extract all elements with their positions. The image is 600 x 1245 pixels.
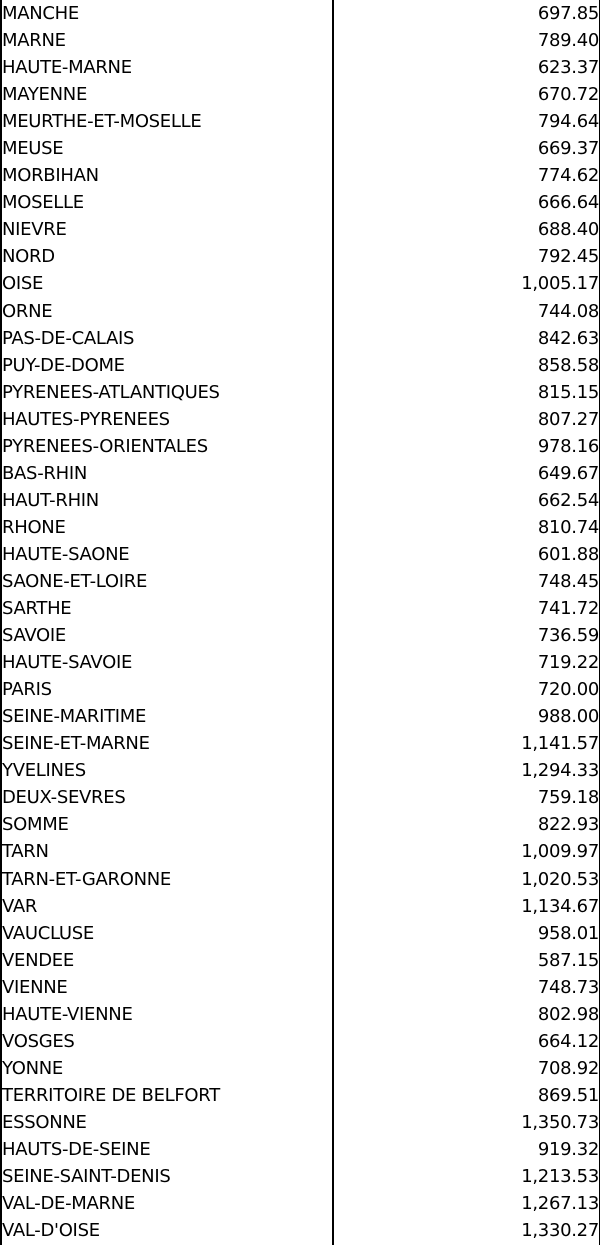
- table-row: [2, 379, 599, 406]
- value-cell[interactable]: 601.88: [537, 543, 599, 565]
- department-cell[interactable]: VAUCLUSE: [2, 922, 94, 944]
- department-cell[interactable]: MANCHE: [2, 3, 79, 25]
- table-row: [2, 649, 599, 676]
- value-cell[interactable]: 669.37: [537, 138, 599, 160]
- department-cell[interactable]: PAS-DE-CALAIS: [2, 327, 135, 349]
- value-cell[interactable]: 664.12: [537, 1030, 599, 1052]
- value-cell[interactable]: 810.74: [537, 516, 599, 538]
- table-row: [2, 1109, 599, 1136]
- department-cell[interactable]: PYRENEES-ORIENTALES: [2, 435, 208, 457]
- value-cell[interactable]: 1,267.13: [521, 1193, 599, 1215]
- department-cell[interactable]: PYRENEES-ATLANTIQUES: [2, 381, 220, 403]
- value-cell[interactable]: 792.45: [537, 246, 599, 268]
- table-row: [2, 622, 599, 649]
- table-row: [2, 568, 599, 595]
- value-cell[interactable]: 708.92: [537, 1057, 599, 1079]
- table-row: [2, 866, 599, 893]
- department-cell[interactable]: PARIS: [2, 679, 52, 701]
- value-cell[interactable]: 988.00: [537, 706, 599, 728]
- value-cell[interactable]: 587.15: [537, 949, 599, 971]
- department-cell[interactable]: TARN-ET-GARONNE: [2, 868, 171, 890]
- table-row: [2, 947, 599, 974]
- value-cell[interactable]: 919.32: [537, 1138, 599, 1160]
- value-cell[interactable]: 748.45: [537, 571, 599, 592]
- department-cell[interactable]: HAUTE-SAONE: [2, 543, 130, 565]
- department-cell[interactable]: TARN: [2, 841, 49, 863]
- department-cell[interactable]: ESSONNE: [2, 1111, 87, 1133]
- table-row: [2, 838, 599, 865]
- table-row: [2, 243, 599, 270]
- table-row: [2, 757, 599, 784]
- department-cell[interactable]: NORD: [2, 246, 55, 268]
- value-cell[interactable]: 748.73: [537, 976, 599, 998]
- value-cell[interactable]: 1,294.33: [521, 760, 599, 782]
- table-body: [2, 0, 599, 1244]
- value-cell[interactable]: 1,005.17: [521, 273, 599, 295]
- table-row: [2, 1001, 599, 1028]
- value-cell[interactable]: 858.58: [537, 354, 599, 376]
- value-cell[interactable]: 670.72: [537, 84, 599, 106]
- table-row: [2, 893, 599, 920]
- department-cell[interactable]: TERRITOIRE DE BELFORT: [2, 1084, 220, 1106]
- table-row: [2, 1136, 599, 1163]
- value-cell[interactable]: 978.16: [537, 435, 599, 457]
- value-cell[interactable]: 869.51: [537, 1084, 599, 1106]
- table-row: [2, 406, 599, 433]
- department-cell[interactable]: HAUTE-MARNE: [2, 57, 132, 79]
- department-cell[interactable]: HAUTS-DE-SEINE: [2, 1138, 151, 1160]
- table-row: [2, 216, 599, 243]
- table-row: [2, 135, 599, 162]
- value-cell[interactable]: 815.15: [537, 381, 599, 403]
- value-cell[interactable]: 1,020.53: [521, 868, 599, 890]
- value-cell[interactable]: 623.37: [537, 57, 599, 79]
- table-row: [2, 1055, 599, 1082]
- department-cell[interactable]: VAL-DE-MARNE: [2, 1193, 135, 1215]
- value-cell[interactable]: 649.67: [537, 462, 599, 484]
- table-row: [2, 974, 599, 1001]
- department-cell[interactable]: HAUTE-VIENNE: [2, 1003, 133, 1025]
- table-row: [2, 298, 599, 325]
- department-cell[interactable]: MARNE: [2, 30, 66, 52]
- department-cell[interactable]: YVELINES: [2, 760, 86, 782]
- value-cell[interactable]: 1,141.57: [521, 733, 599, 755]
- table-row: [2, 514, 599, 541]
- value-cell[interactable]: 666.64: [537, 192, 599, 214]
- department-cell[interactable]: SEINE-SAINT-DENIS: [2, 1166, 171, 1188]
- department-value-table: [2, 0, 599, 1244]
- table-row: [2, 352, 599, 379]
- department-cell[interactable]: HAUTES-PYRENEES: [2, 408, 170, 430]
- table-row: [2, 270, 599, 297]
- table-row: [2, 920, 599, 947]
- department-cell[interactable]: MEURTHE-ET-MOSELLE: [2, 111, 202, 133]
- department-cell[interactable]: PUY-DE-DOME: [2, 354, 125, 376]
- table-row: [2, 81, 599, 108]
- department-cell[interactable]: OISE: [2, 273, 44, 295]
- table-row: [2, 0, 599, 27]
- table-row: [2, 487, 599, 514]
- department-cell[interactable]: VOSGES: [2, 1030, 75, 1052]
- value-cell[interactable]: 697.85: [537, 3, 599, 25]
- department-cell[interactable]: SAVOIE: [2, 625, 66, 647]
- value-cell[interactable]: 688.40: [537, 219, 599, 241]
- department-cell[interactable]: SEINE-MARITIME: [2, 706, 147, 728]
- table-row: [2, 27, 599, 54]
- table-row: [2, 676, 599, 703]
- department-cell[interactable]: VENDEE: [2, 949, 74, 971]
- department-cell[interactable]: MAYENNE: [2, 84, 88, 106]
- department-cell[interactable]: SAONE-ET-LOIRE: [2, 571, 148, 592]
- department-cell[interactable]: MOSELLE: [2, 192, 84, 214]
- value-cell[interactable]: 1,213.53: [521, 1166, 599, 1188]
- value-cell[interactable]: 807.27: [537, 408, 599, 430]
- table-row: [2, 54, 599, 81]
- department-cell[interactable]: DEUX-SEVRES: [2, 787, 126, 809]
- table-row: [2, 1163, 599, 1190]
- department-cell[interactable]: MORBIHAN: [2, 165, 99, 187]
- value-cell[interactable]: 1,134.67: [521, 895, 599, 917]
- column-divider: [332, 0, 334, 1245]
- table-row: [2, 162, 599, 189]
- value-cell[interactable]: 802.98: [537, 1003, 599, 1025]
- department-cell[interactable]: HAUT-RHIN: [2, 489, 99, 511]
- table-row: [2, 1217, 599, 1244]
- department-cell[interactable]: VIENNE: [2, 976, 68, 998]
- department-cell[interactable]: BAS-RHIN: [2, 462, 87, 484]
- table-row: [2, 1028, 599, 1055]
- department-cell[interactable]: YONNE: [2, 1057, 63, 1079]
- value-cell[interactable]: 789.40: [537, 30, 599, 52]
- department-cell[interactable]: HAUTE-SAVOIE: [2, 652, 133, 674]
- table-row: [2, 595, 599, 622]
- value-cell[interactable]: 744.08: [537, 300, 599, 322]
- table-row: [2, 108, 599, 135]
- table-row: [2, 325, 599, 352]
- value-cell[interactable]: 1,330.27: [521, 1220, 599, 1242]
- table-row: [2, 703, 599, 730]
- table-row: [2, 784, 599, 811]
- department-cell[interactable]: ORNE: [2, 300, 53, 322]
- value-cell[interactable]: 720.00: [537, 679, 599, 701]
- table-row: [2, 811, 599, 838]
- department-cell[interactable]: VAL-D'OISE: [2, 1220, 100, 1242]
- table-row: [2, 730, 599, 757]
- value-cell[interactable]: 1,350.73: [521, 1111, 599, 1133]
- table-row: [2, 541, 599, 568]
- department-cell[interactable]: VAR: [2, 895, 38, 917]
- value-cell[interactable]: 759.18: [537, 787, 599, 809]
- table-row: [2, 433, 599, 460]
- department-cell[interactable]: NIEVRE: [2, 219, 67, 241]
- value-cell[interactable]: 958.01: [537, 922, 599, 944]
- value-cell[interactable]: 1,009.97: [521, 841, 599, 863]
- value-cell[interactable]: 662.54: [537, 489, 599, 511]
- department-cell[interactable]: MEUSE: [2, 138, 64, 160]
- department-cell[interactable]: SARTHE: [2, 598, 72, 620]
- value-cell[interactable]: 719.22: [537, 652, 599, 674]
- value-cell[interactable]: 774.62: [537, 165, 599, 187]
- value-cell[interactable]: 842.63: [537, 327, 599, 349]
- department-cell[interactable]: RHONE: [2, 516, 66, 538]
- value-cell[interactable]: 741.72: [537, 598, 599, 620]
- table-row: [2, 1082, 599, 1109]
- value-cell[interactable]: 822.93: [537, 814, 599, 836]
- table-row: [2, 460, 599, 487]
- value-cell[interactable]: 736.59: [537, 625, 599, 647]
- department-cell[interactable]: SEINE-ET-MARNE: [2, 733, 150, 755]
- department-cell[interactable]: SOMME: [2, 814, 69, 836]
- value-cell[interactable]: 794.64: [537, 111, 599, 133]
- table-row: [2, 1190, 599, 1217]
- table-row: [2, 189, 599, 216]
